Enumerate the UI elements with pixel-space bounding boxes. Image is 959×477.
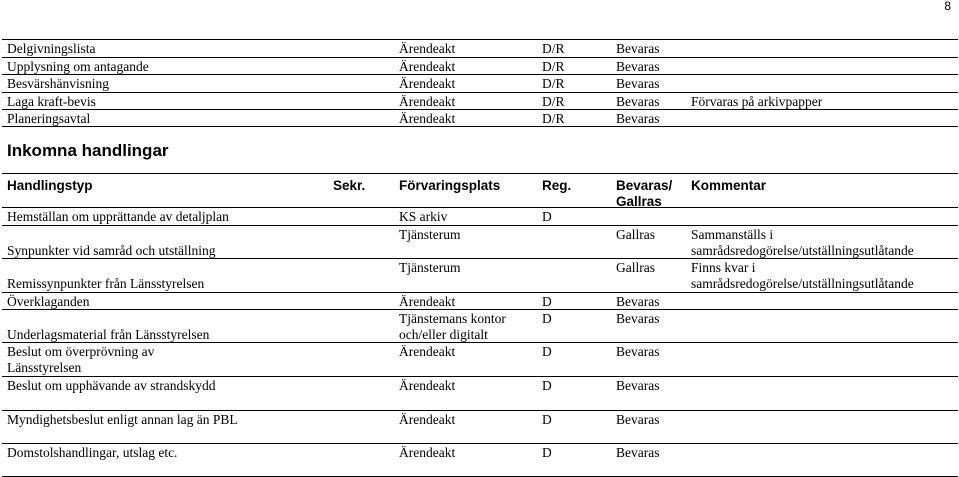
doc-place: Tjänstemans kontor (399, 311, 506, 326)
header-reg: Reg. (542, 178, 572, 193)
doc-place: KS arkiv (399, 209, 448, 224)
doc-comment: Förvaras på arkivpapper (691, 94, 823, 109)
doc-code: D/R (542, 94, 565, 109)
doc-action: Gallras (616, 260, 655, 275)
doc-place: Tjänsterum (399, 260, 461, 275)
page-number: 8 (944, 0, 951, 13)
table-row (2, 39, 958, 57)
doc-action: Bevaras (616, 41, 660, 56)
doc-code: D/R (542, 111, 565, 126)
doc-name: Laga kraft-bevis (7, 94, 96, 109)
doc-place: Ärendeakt (399, 344, 456, 359)
doc-reg: D (542, 209, 552, 224)
doc-name: Remissynpunkter från Länsstyrelsen (7, 276, 205, 291)
header-handlingstyp: Handlingstyp (7, 178, 93, 193)
doc-reg: D (542, 378, 552, 393)
doc-place: Ärendeakt (399, 294, 456, 309)
doc-name: Underlagsmaterial från Länsstyrelsen (7, 327, 210, 342)
doc-action: Bevaras (616, 76, 660, 91)
table-row (2, 410, 958, 443)
doc-action: Gallras (616, 227, 655, 242)
doc-action: Bevaras (616, 111, 660, 126)
table-row (2, 225, 958, 258)
doc-reg: D (542, 445, 552, 460)
doc-place: Ärendeakt (399, 445, 456, 460)
header-sekr: Sekr. (333, 178, 366, 193)
doc-place: Tjänsterum (399, 227, 461, 242)
doc-place: och/eller digitalt (399, 327, 488, 342)
doc-name: Besvärshänvisning (7, 76, 109, 91)
header-forvaringsplats: Förvaringsplats (399, 178, 501, 193)
doc-action: Bevaras (616, 344, 660, 359)
doc-code: D/R (542, 76, 565, 91)
table-row (2, 207, 958, 225)
doc-reg: D (542, 311, 552, 326)
doc-name: Överklaganden (7, 294, 90, 309)
table-row (2, 92, 958, 109)
section-heading: Inkomna handlingar (7, 141, 169, 160)
table-row (2, 57, 958, 74)
doc-reg: D (542, 344, 552, 359)
doc-action: Bevaras (616, 445, 660, 460)
top-table (2, 39, 958, 127)
doc-name: Beslut om upphävande av strandskydd (7, 378, 216, 393)
doc-comment: Finns kvar i (691, 260, 756, 275)
doc-comment: samrådsredogörelse/utställningsutlåtande (691, 276, 914, 291)
doc-type: Ärendeakt (399, 94, 456, 109)
table-row (2, 309, 958, 342)
doc-comment: Sammanställs i (691, 227, 774, 242)
doc-name: Hemställan om upprättande av detaljplan (7, 209, 229, 224)
doc-type: Ärendeakt (399, 111, 456, 126)
doc-name: Länsstyrelsen (7, 360, 82, 375)
doc-name: Domstolshandlingar, utslag etc. (7, 445, 178, 460)
doc-comment: samrådsredogörelse/utställningsutlåtande (691, 243, 914, 258)
doc-action: Bevaras (616, 378, 660, 393)
doc-name: Planeringsavtal (7, 111, 91, 126)
table-row (2, 109, 958, 127)
table-row (2, 376, 958, 410)
doc-action: Bevaras (616, 59, 660, 74)
header-kommentar: Kommentar (691, 178, 767, 193)
doc-place: Ärendeakt (399, 412, 456, 427)
doc-code: D/R (542, 59, 565, 74)
header-row (2, 173, 958, 207)
doc-name: Myndighetsbeslut enligt annan lag än PBL (7, 412, 238, 427)
table-row (2, 74, 958, 92)
doc-action: Bevaras (616, 311, 660, 326)
header-bevaras: Bevaras/ (616, 178, 673, 193)
table-row (2, 443, 958, 477)
doc-place: Ärendeakt (399, 378, 456, 393)
table-row (2, 342, 958, 376)
table-row (2, 292, 958, 309)
doc-type: Ärendeakt (399, 41, 456, 56)
doc-reg: D (542, 294, 552, 309)
doc-reg: D (542, 412, 552, 427)
doc-type: Ärendeakt (399, 76, 456, 91)
main-table (2, 173, 958, 477)
doc-action: Bevaras (616, 294, 660, 309)
doc-action: Bevaras (616, 94, 660, 109)
doc-type: Ärendeakt (399, 59, 456, 74)
table-row (2, 258, 958, 292)
doc-action: Bevaras (616, 412, 660, 427)
doc-name: Synpunkter vid samråd och utställning (7, 243, 216, 258)
doc-name: Delgivningslista (7, 41, 96, 56)
header-gallras: Gallras (616, 194, 662, 209)
doc-code: D/R (542, 41, 565, 56)
doc-name: Beslut om överprövning av (7, 344, 155, 359)
doc-name: Upplysning om antagande (7, 59, 149, 74)
